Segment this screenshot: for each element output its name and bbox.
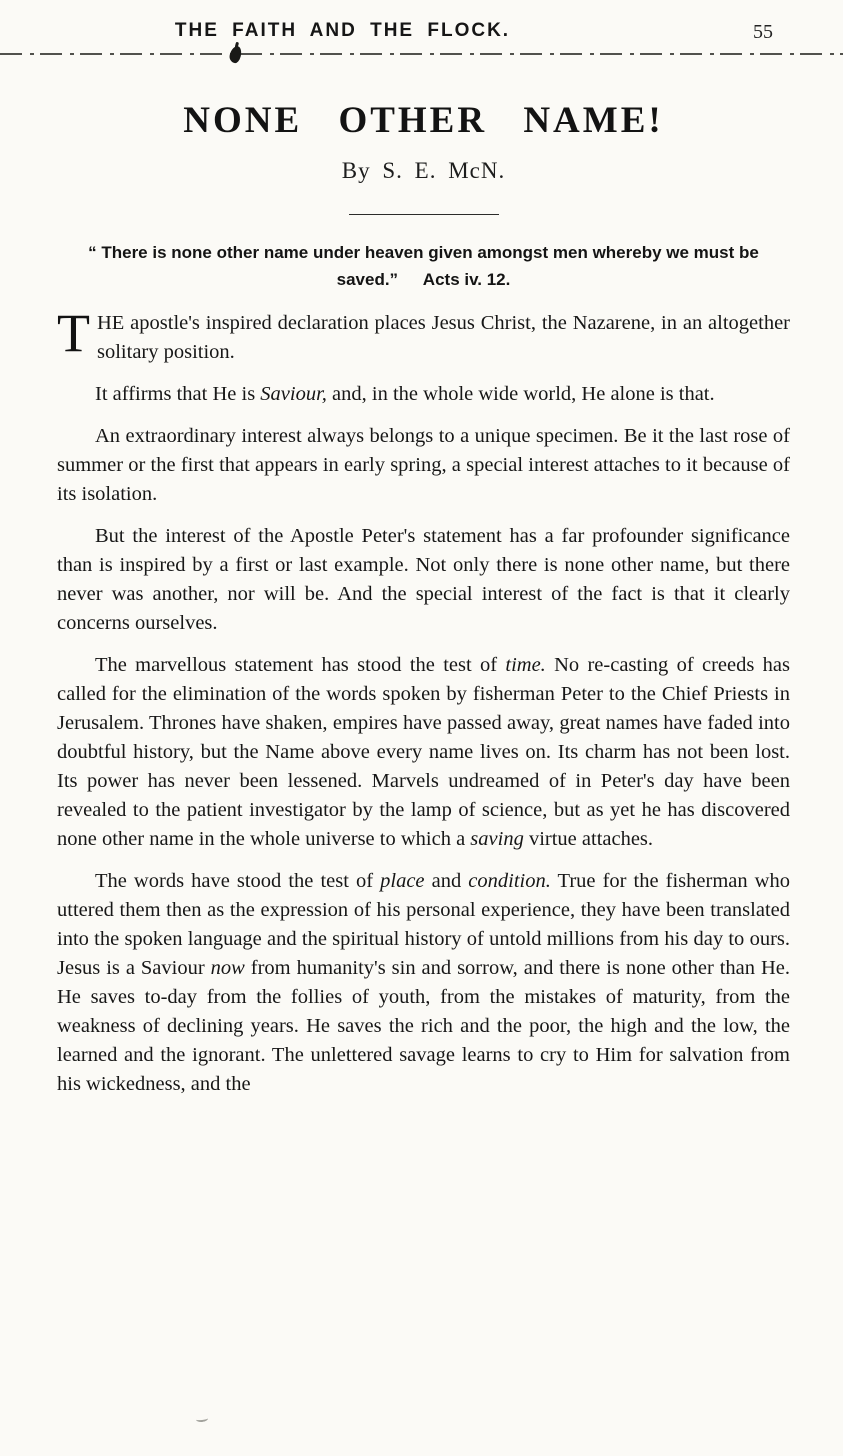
drop-cap: T [57,303,90,363]
byline-separator [349,214,499,215]
paragraph-4 [57,522,790,638]
text-run: True for the fisherman who uttered them then as the expression of his personal experience, they have been translated into the spoken language and the spiritual history of untold millions from his day to ours. Jesus is a Saviour [57,870,790,979]
paragraph-2 [57,380,790,409]
paragraph-1 [57,303,790,367]
paragraph-3 [57,422,790,509]
paragraph-6 [57,867,790,1099]
scan-mark-artifact [196,1415,209,1422]
text-run: The words have stood the test of [95,870,381,892]
text-run: and [424,870,469,892]
text-run: and, in the whole wide world, He alone is that. [326,383,715,405]
italic-run: condition. [468,870,551,892]
text-run: But the interest of the Apostle Peter's statement has a far profounder significance than is inspired by a first or last example. Not only there is none other name, but there never was another, nor will be. And the special interest of the fact is that it clearly concerns ourselves. [57,525,790,634]
italic-run: Saviour, [260,383,327,405]
text-run: It affirms that He is [95,383,261,405]
italic-run: time. [505,654,546,676]
paragraph-5 [57,651,790,854]
header-rule [0,53,843,55]
text-run: virtue attaches. [523,828,654,850]
page-header [0,20,843,48]
article-byline: By S. E. McN. [341,158,506,183]
article [0,99,843,1099]
epigraph-quote: “ There is none other name under heaven given amongst men whereby we must be saved.” [88,243,759,289]
article-body [57,303,790,1099]
text-run: An extraordinary interest always belongs to a unique specimen. Be it the last rose of summer or the first that appears in early spring, a special interest attaches to it because of its isolation. [57,425,790,505]
text-run: HE apostle's inspired declaration places Jesus Christ, the Nazarene, in an altogether solitary position. [97,312,790,363]
page-number: 55 [753,21,773,43]
text-run: from humanity's sin and sorrow, and there is none other than He. He saves to-day from the follies of youth, from the mistakes of maturity, from the weakness of declining years. He saves the rich and the poor, the high and the low, the learned and the ignorant. The unlettered savage learns to cry to Him for salvation from his wickedness, and the [57,957,790,1095]
running-head-title: THE FAITH AND THE FLOCK. [174,20,511,41]
epigraph-reference: Acts iv. 12. [422,270,511,289]
article-title: NONE OTHER NAME! [183,100,664,141]
italic-run: saving [470,828,524,850]
text-run: No re-casting of creeds has called for the elimination of the words spoken by fisherman Peter to the Chief Priests in Jerusalem. Thrones have shaken, empires have passed away, great names have faded into doubtful history, but the Name above every name lives on. Its charm has not been lost. Its power has never been lessened. Marvels undreamed of in Peter's day have been revealed to the patient investigator by the lamp of science, but as yet he has discovered none other name in the whole universe to which a [57,654,790,850]
text-run: The marvellous statement has stood the test of [95,654,506,676]
epigraph [74,239,774,293]
italic-run: now [210,957,245,979]
italic-run: place [380,870,425,892]
